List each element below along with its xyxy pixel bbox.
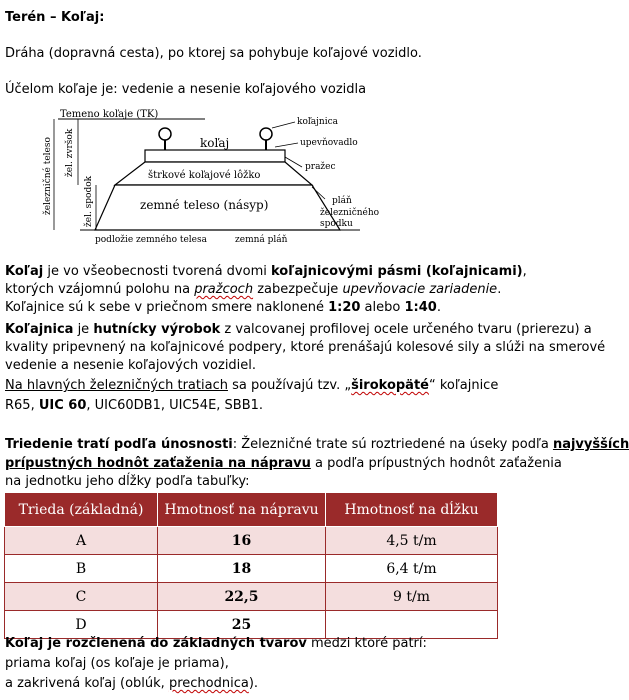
table-header-row <box>5 493 498 527</box>
track-purpose: Účelom koľaje je: vedenie a nesenie koľajového vozidla <box>5 82 367 97</box>
track-paragraph-line-3: Koľajnice sú k sebe v priečnom smere naklonené 1:20 alebo 1:40. <box>5 300 441 315</box>
classification-line-3: na jednotku jeho dĺžky podľa tabuľky: <box>5 474 250 489</box>
shapes-line-2: priama koľaj (os koľaje je priama), <box>5 656 229 671</box>
table-cell-class: B <box>5 555 158 583</box>
shapes-line-1: Koľaj je rozčlenená do základných tvarov medzi ktoré patrí: <box>5 636 427 651</box>
section-heading: Terén – Koľaj: <box>5 10 105 25</box>
superstructure-label: žel. zvršok <box>65 128 75 177</box>
substructure-label: žel. spodok <box>84 175 94 227</box>
subgrade-label: podložie zemného telesa <box>95 235 207 245</box>
table-row <box>5 611 498 639</box>
table-cell-axle-load: 22,5 <box>158 583 326 611</box>
embankment-label: zemné teleso (násyp) <box>140 198 269 212</box>
railway-body-label: železničné teleso <box>43 137 53 215</box>
table-cell-length-load <box>326 611 498 639</box>
track-cross-section-diagram <box>40 105 390 245</box>
table-cell-axle-load: 25 <box>158 611 326 639</box>
fastener-callout: upevňovadlo <box>300 138 358 148</box>
rail-label: koľaj <box>200 136 230 150</box>
track-paragraph-line-1: Koľaj je vo všeobecnosti tvorená dvomi koľajnicovými pásmi (koľajnicami), <box>5 264 527 279</box>
column-header-axle-load: Hmotnosť na nápravu <box>158 493 326 527</box>
rail-paragraph-line-4: Na hlavných železničných tratiach sa používajú tzv. „širokopäté“ koľajnice <box>5 378 499 393</box>
table-cell-length-load: 4,5 t/m <box>326 527 498 555</box>
table-cell-axle-load: 16 <box>158 527 326 555</box>
table-cell-length-load: 9 t/m <box>326 583 498 611</box>
rail-callout: koľajnica <box>297 117 338 127</box>
track-paragraph-line-2: ktorých vzájomnú polohu na pražcoch zabezpečuje upevňovacie zariadenie. <box>5 282 502 297</box>
sleeper-callout: pražec <box>305 162 336 172</box>
classification-line-1: Triedenie tratí podľa únosnosti: Železničné trate sú roztriedené na úseky podľa najvyšších <box>5 437 629 452</box>
formation-callout-1: pláň <box>332 196 352 206</box>
top-of-rail-label: Temeno koľaje (TK) <box>60 109 159 120</box>
rail-paragraph-line-2: kvality pripevnený na koľajnicové podpery, ktoré prenášajú kolesové sily a slúži na smerové <box>5 340 606 355</box>
table-cell-class: C <box>5 583 158 611</box>
classification-line-2: prípustných hodnôt zaťaženia na nápravu a podľa prípustných hodnôt zaťaženia <box>5 456 562 471</box>
formation-callout-2: železničného <box>320 208 380 218</box>
track-definition: Dráha (dopravná cesta), po ktorej sa pohybuje koľajové vozidlo. <box>5 46 422 61</box>
table-cell-class: D <box>5 611 158 639</box>
table-cell-length-load: 6,4 t/m <box>326 555 498 583</box>
ballast-label: štrkové koľajové lôžko <box>148 170 261 181</box>
column-header-class: Trieda (základná) <box>5 493 158 527</box>
left-rail-shape <box>159 128 171 140</box>
line-class-table <box>4 492 498 639</box>
right-rail-shape <box>260 128 272 140</box>
table-row <box>5 583 498 611</box>
table-cell-class: A <box>5 527 158 555</box>
rail-paragraph-line-1: Koľajnica je hutnícky výrobok z valcovanej profilovej ocele určeného tvaru (prierezu) a <box>5 322 592 337</box>
rail-paragraph-line-3: vedenie a nesenie koľajových vozidiel. <box>5 358 257 373</box>
formation-callout-3: spodku <box>320 219 353 229</box>
rail-paragraph-line-5: R65, UIC 60, UIC60DB1, UIC54E, SBB1. <box>5 398 264 413</box>
shapes-line-3: a zakrivená koľaj (oblúk, prechodnica). <box>5 676 259 691</box>
table-row <box>5 527 498 555</box>
table-cell-axle-load: 18 <box>158 555 326 583</box>
formation-label: zemná pláň <box>235 235 288 245</box>
table-row <box>5 555 498 583</box>
column-header-length-load: Hmotnosť na dĺžku <box>326 493 498 527</box>
sleeper-shape <box>145 150 285 162</box>
